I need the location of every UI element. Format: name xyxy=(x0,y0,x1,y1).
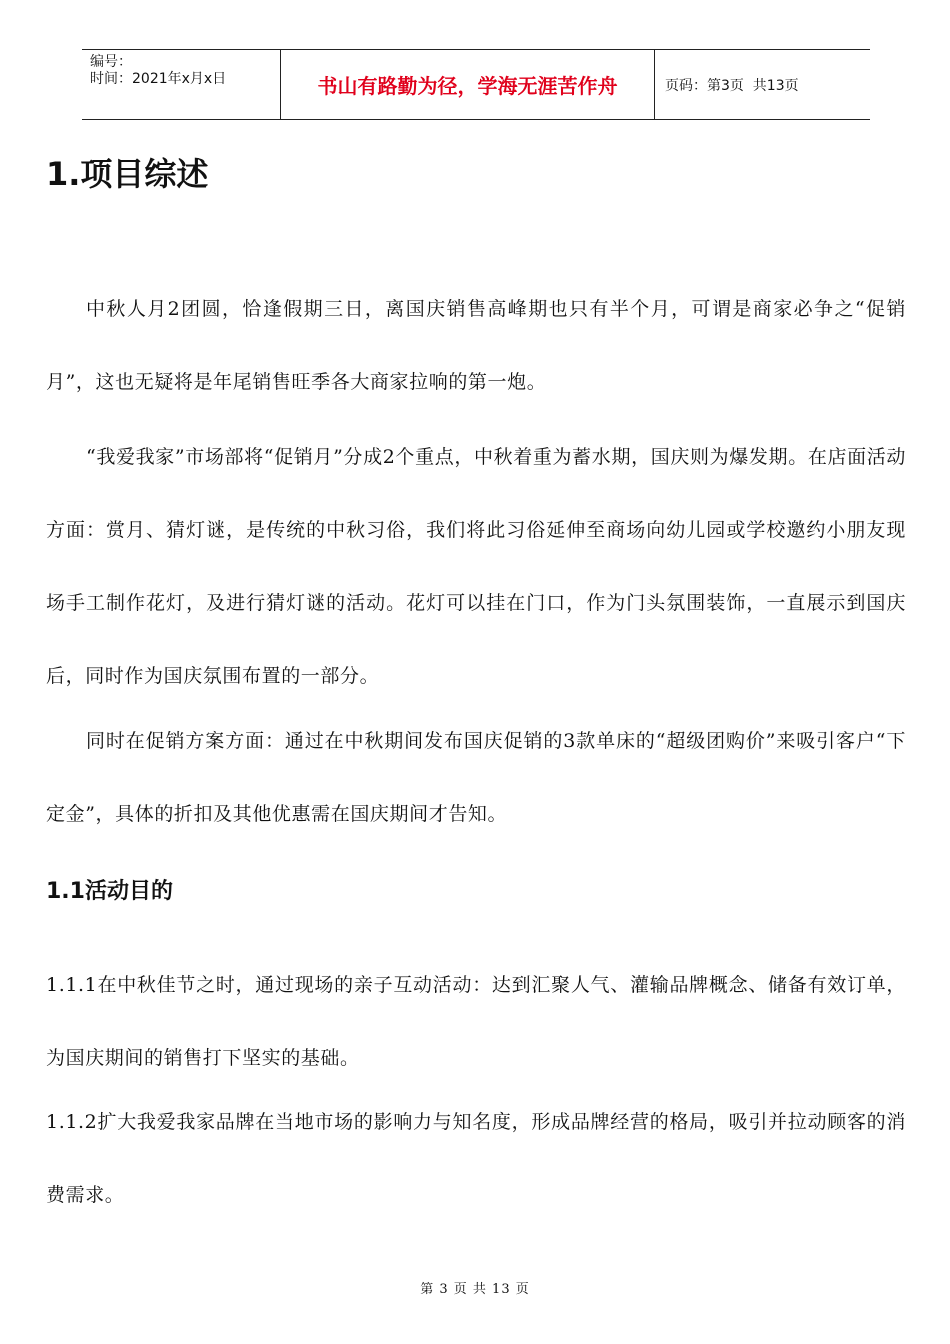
footer-page-number: 第 3 页 共 13 页 xyxy=(420,1282,530,1297)
page-header xyxy=(82,49,870,120)
header-motto: 书山有路勤为径，学海无涯苦作舟 xyxy=(317,74,618,98)
page-footer xyxy=(0,1278,950,1297)
header-motto-cell xyxy=(281,50,655,119)
header-time-label: 时间：2021年x月x日 xyxy=(90,71,227,87)
header-page-cell xyxy=(655,50,870,119)
list-item: 1.1.1在中秋佳节之时，通过现场的亲子互动活动：达到汇聚人气、灌输品牌概念、储备有效订单，为国庆期间的销售打下坚实的基础。 xyxy=(46,974,906,1069)
header-meta-cell xyxy=(82,50,281,119)
header-number-label: 编号： xyxy=(90,54,132,70)
header-page-label: 页码：第3页 共13页 xyxy=(665,77,799,94)
paragraph-1: 中秋人月2团圆，恰逢假期三日，离国庆销售高峰期也只有半个月，可谓是商家必争之“促销月”，这也无疑将是年尾销售旺季各大商家拉响的第一炮。 xyxy=(46,298,906,393)
list-item: 1.1.2扩大我爱我家品牌在当地市场的影响力与知名度，形成品牌经营的格局，吸引并拉动顾客的消费需求。 xyxy=(46,1111,906,1206)
paragraph-2: “我爱我家”市场部将“促销月”分成2个重点，中秋着重为蓄水期，国庆则为爆发期。在店面活动方面：赏月、猜灯谜，是传统的中秋习俗，我们将此习俗延伸至商场向幼儿园或学校邀约小朋友现场手工制作花灯，及进行猜灯谜的活动。花灯可以挂在门口，作为门头氛围装饰，一直展示到国庆后，同时作为国庆氛围布置的一部分。 xyxy=(46,446,906,687)
section-title: 1.项目综述 xyxy=(46,155,209,193)
subsection-title: 1.1活动目的 xyxy=(46,879,173,904)
paragraph-3: 同时在促销方案方面：通过在中秋期间发布国庆促销的3款单床的“超级团购价”来吸引客户“下定金”，具体的折扣及其他优惠需在国庆期间才告知。 xyxy=(46,730,906,825)
